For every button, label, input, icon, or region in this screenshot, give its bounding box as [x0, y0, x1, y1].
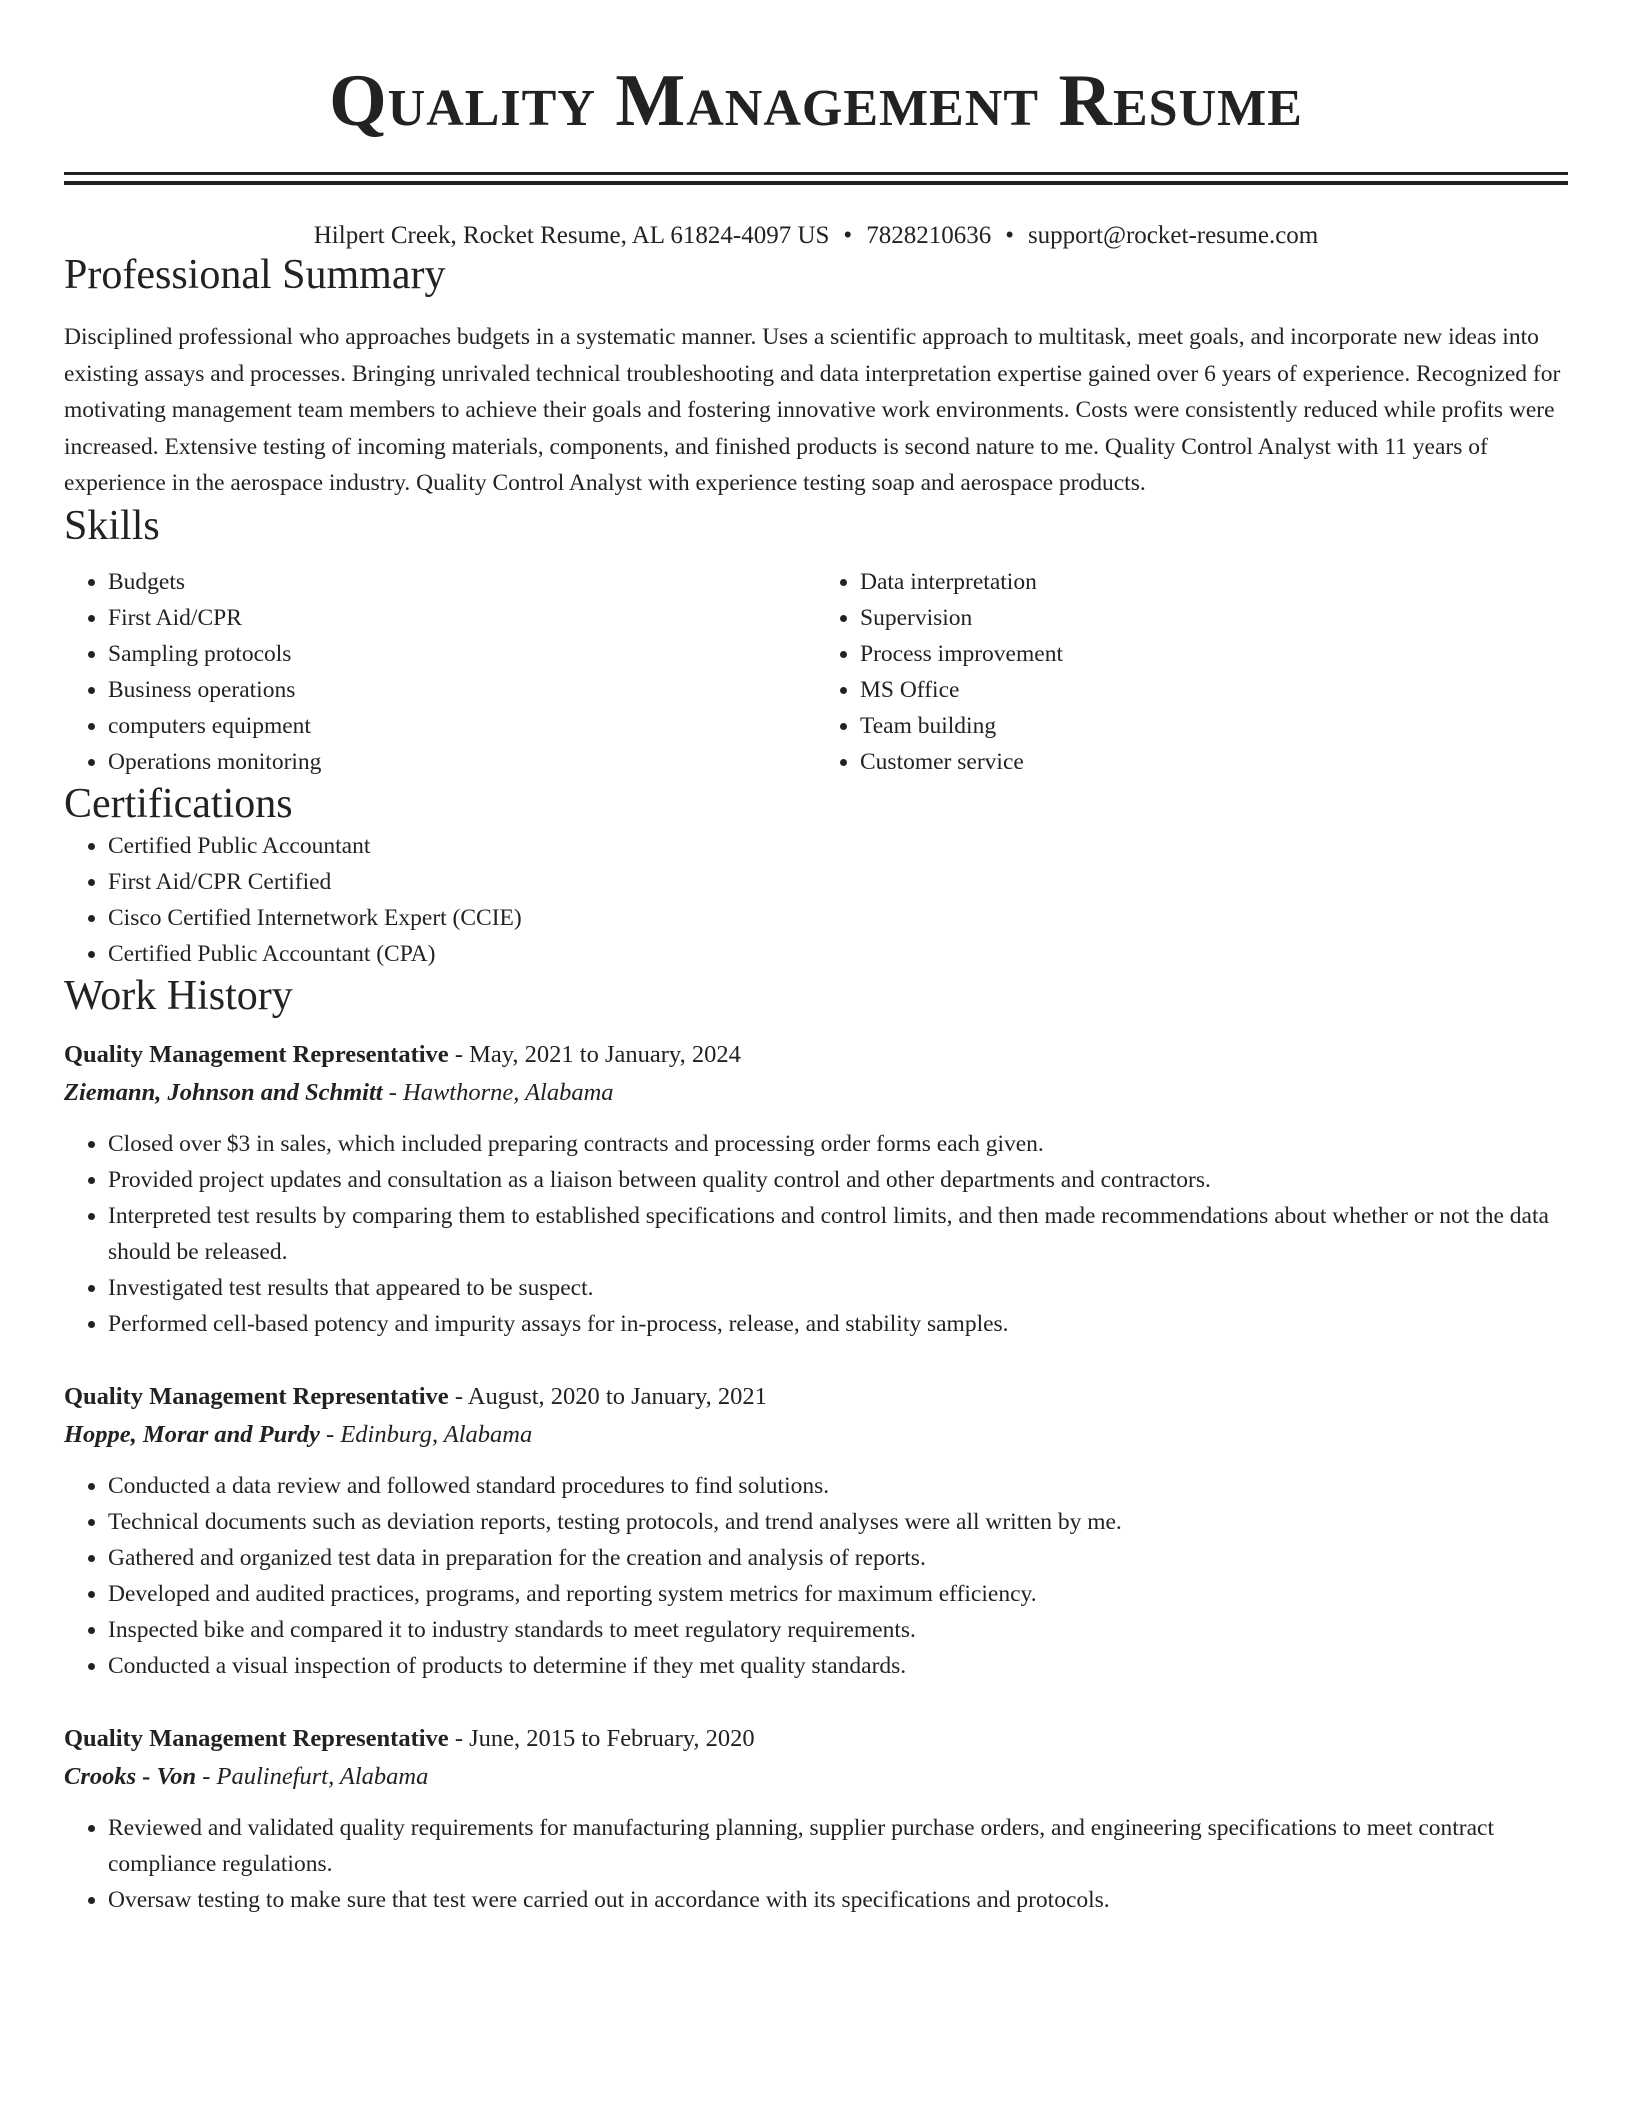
- job-dates: - May, 2021 to January, 2024: [448, 1040, 741, 1068]
- job-bullet: • Investigated test results that appeared to be suspect.: [108, 1270, 1568, 1306]
- job-dates: - June, 2015 to February, 2020: [448, 1724, 755, 1752]
- job-bullets: [64, 1810, 1568, 1918]
- contact-line: [64, 221, 1568, 251]
- contact-email: support@rocket-resume.com: [1027, 222, 1319, 249]
- skills-columns: [64, 564, 1568, 780]
- job-bullets: [64, 1468, 1568, 1684]
- job-entry: [64, 1036, 1568, 1342]
- summary-heading: Professional Summary: [64, 252, 446, 298]
- skill-item: • Data interpretation: [860, 564, 1568, 600]
- skill-item: • Supervision: [860, 600, 1568, 636]
- skill-item: • Process improvement: [860, 636, 1568, 672]
- skill-item: • First Aid/CPR: [108, 600, 816, 636]
- title-rule-thick: [64, 181, 1568, 185]
- skill-item: • Budgets: [108, 564, 816, 600]
- job-bullet: • Oversaw testing to make sure that test were carried out in accordance with its specifications and protocols.: [108, 1882, 1568, 1918]
- job-bullet: • Interpreted test results by comparing them to established specifications and control limits, and then made recommendations about whether or not the data should be released.: [108, 1198, 1568, 1270]
- certifications-list: [64, 828, 1568, 972]
- certifications-heading: Certifications: [64, 780, 293, 827]
- resume-title: Quality Management Resume: [329, 60, 1303, 142]
- job-title-line: [64, 1036, 1568, 1074]
- contact-separator: •: [843, 222, 853, 249]
- job-bullet: • Developed and audited practices, programs, and reporting system metrics for maximum efficiency.: [108, 1576, 1568, 1612]
- contact-separator: •: [1005, 222, 1014, 249]
- job-title: Quality Management Representative: [64, 1382, 449, 1410]
- job-title-line: [64, 1720, 1568, 1758]
- job-title-line: [64, 1378, 1568, 1416]
- certification-item: • Cisco Certified Internetwork Expert (CCIE): [108, 900, 1568, 936]
- job-bullet: • Conducted a visual inspection of products to determine if they met quality standards.: [108, 1648, 1568, 1684]
- skill-item: • Team building: [860, 708, 1568, 744]
- skills-list-left: [64, 564, 816, 780]
- summary-text: Disciplined professional who approaches budgets in a systematic manner. Uses a scientific approach to multitask, meet goals, and incorporate new ideas into existing assays and processes. Bringing unrivaled technical troubleshooting and data interpretation expertise gained over 6 years of experience. Recognized for motivating management team members to achieve their goals and fostering innovative work environments. Costs were consistently reduced while profits were increased. Extensive testing of incoming materials, components, and finished products is second nature to me. Quality Control Analyst with 11 years of experience in the aerospace industry. Quality Control Analyst with experience testing soap and aerospace products.: [64, 324, 1561, 496]
- job-title: Quality Management Representative: [64, 1040, 449, 1068]
- contact-phone: 7828210636: [866, 222, 992, 249]
- certification-item: • Certified Public Accountant (CPA): [108, 936, 1568, 972]
- company-line: [64, 1758, 1568, 1796]
- skills-list-right: [816, 564, 1568, 780]
- company-location: - Paulinefurt, Alabama: [196, 1762, 429, 1790]
- company-name: Crooks - Von: [64, 1762, 197, 1790]
- work-history-heading: Work History: [64, 972, 293, 1019]
- job-title: Quality Management Representative: [64, 1724, 449, 1752]
- company-line: [64, 1074, 1568, 1112]
- job-bullet: • Gathered and organized test data in preparation for the creation and analysis of reports.: [108, 1540, 1568, 1576]
- skills-heading: Skills: [64, 502, 160, 549]
- contact-address: Hilpert Creek, Rocket Resume, AL 61824-4097 US: [313, 222, 830, 249]
- job-bullet: • Technical documents such as deviation reports, testing protocols, and trend analyses were all written by me.: [108, 1504, 1568, 1540]
- skill-item: • MS Office: [860, 672, 1568, 708]
- job-bullet: • Reviewed and validated quality requirements for manufacturing planning, supplier purchase orders, and engineering specifications to meet contract compliance regulations.: [108, 1810, 1568, 1882]
- title-rule-thin: [64, 172, 1568, 175]
- job-entry: [64, 1720, 1568, 1918]
- skill-item: • Customer service: [860, 744, 1568, 780]
- company-name: Hoppe, Morar and Purdy: [64, 1420, 320, 1448]
- job-bullet: • Closed over $3 in sales, which included preparing contracts and processing order forms each given.: [108, 1126, 1568, 1162]
- certification-item: • Certified Public Accountant: [108, 828, 1568, 864]
- job-bullet: • Performed cell-based potency and impurity assays for in-process, release, and stability samples.: [108, 1306, 1568, 1342]
- job-entry: [64, 1378, 1568, 1684]
- skill-item: • Business operations: [108, 672, 816, 708]
- job-bullet: • Conducted a data review and followed standard procedures to find solutions.: [108, 1468, 1568, 1504]
- skill-item: • computers equipment: [108, 708, 816, 744]
- company-location: - Edinburg, Alabama: [319, 1420, 533, 1448]
- job-bullet: • Provided project updates and consultation as a liaison between quality control and other departments and contractors.: [108, 1162, 1568, 1198]
- company-line: [64, 1416, 1568, 1454]
- job-dates: - August, 2020 to January, 2021: [448, 1382, 767, 1410]
- company-name: Ziemann, Johnson and Schmitt: [64, 1078, 383, 1106]
- skill-item: • Sampling protocols: [108, 636, 816, 672]
- company-location: - Hawthorne, Alabama: [382, 1078, 614, 1106]
- skill-item: • Operations monitoring: [108, 744, 816, 780]
- certification-item: • First Aid/CPR Certified: [108, 864, 1568, 900]
- job-bullet: • Inspected bike and compared it to industry standards to meet regulatory requirements.: [108, 1612, 1568, 1648]
- job-bullets: [64, 1126, 1568, 1342]
